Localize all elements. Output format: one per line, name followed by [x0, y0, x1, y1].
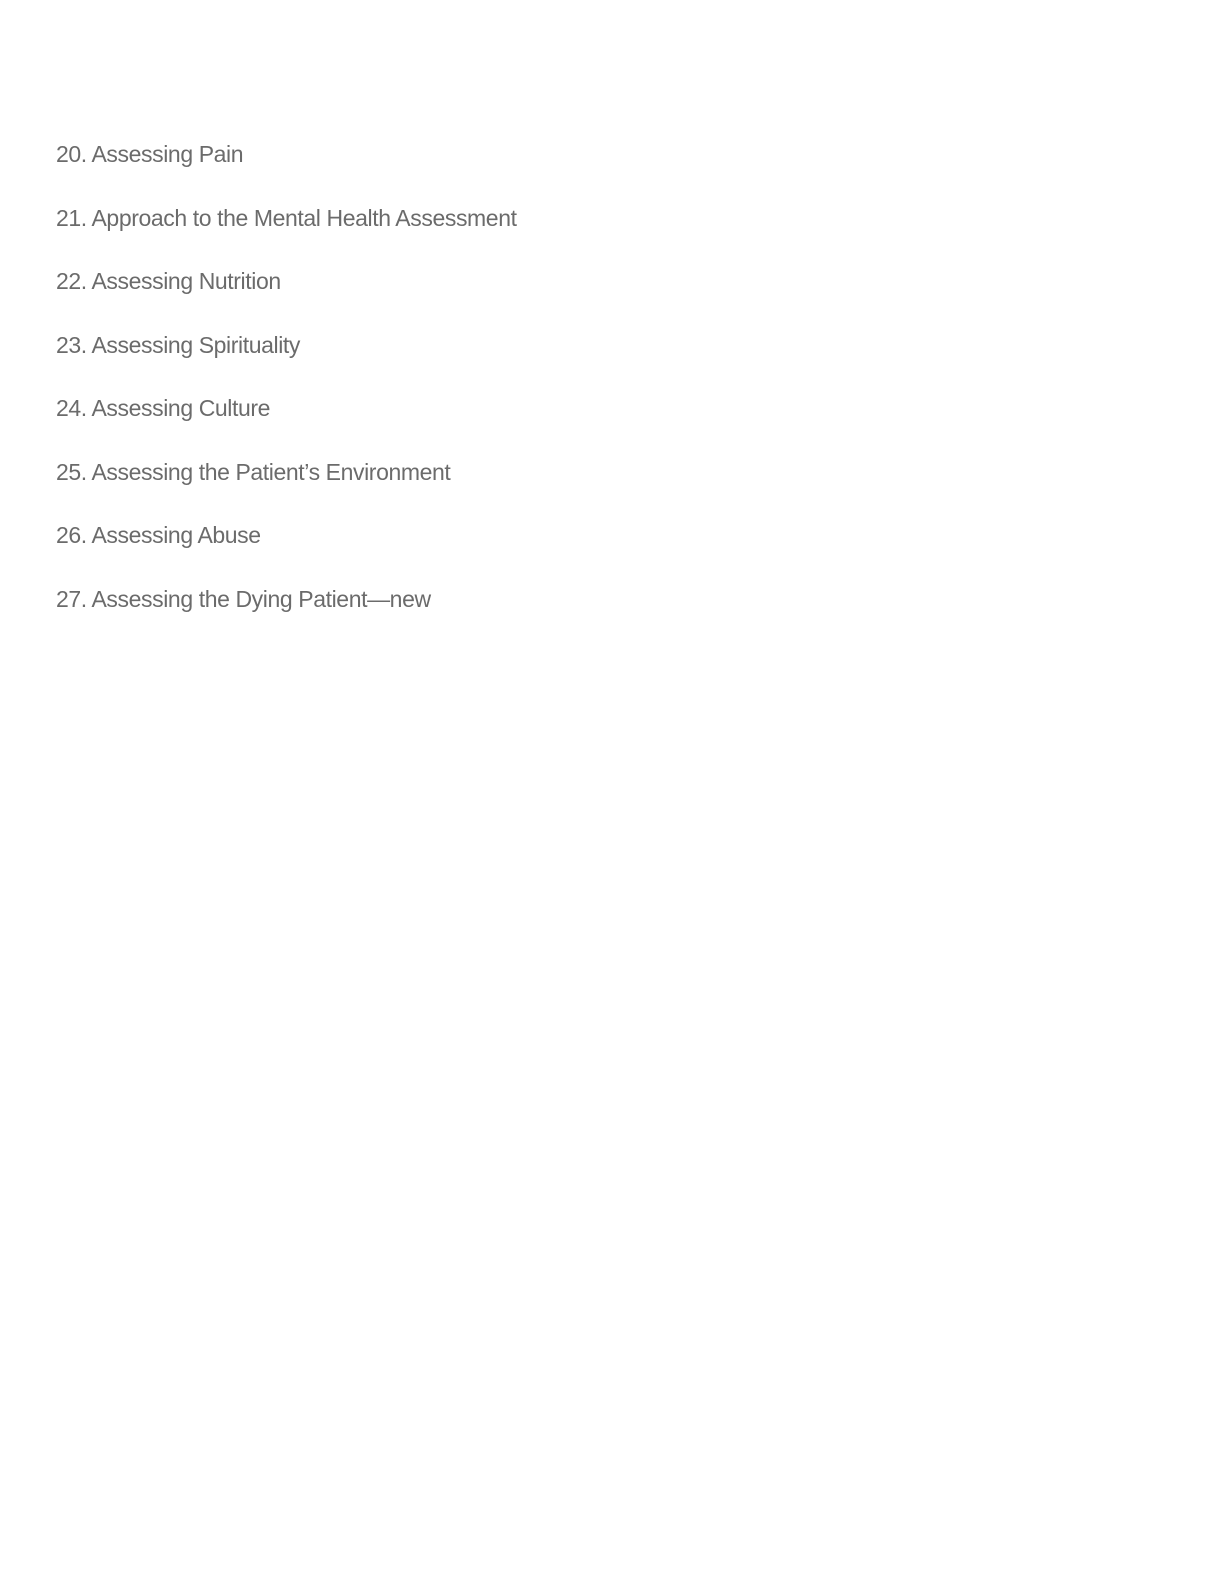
chapter-item-27: 27. Assessing the Dying Patient—new	[56, 585, 431, 612]
chapter-item-23: 23. Assessing Spirituality	[56, 331, 301, 358]
chapter-list	[56, 137, 517, 645]
chapter-item-21: 21. Approach to the Mental Health Assessment	[56, 204, 517, 231]
chapter-item-20: 20. Assessing Pain	[56, 141, 244, 167]
chapter-item-22: 22. Assessing Nutrition	[56, 268, 281, 294]
chapter-item-26: 26. Assessing Abuse	[56, 522, 261, 548]
chapter-item-25: 25. Assessing the Patient’s Environment	[56, 458, 451, 485]
chapter-item-24: 24. Assessing Culture	[56, 395, 271, 421]
